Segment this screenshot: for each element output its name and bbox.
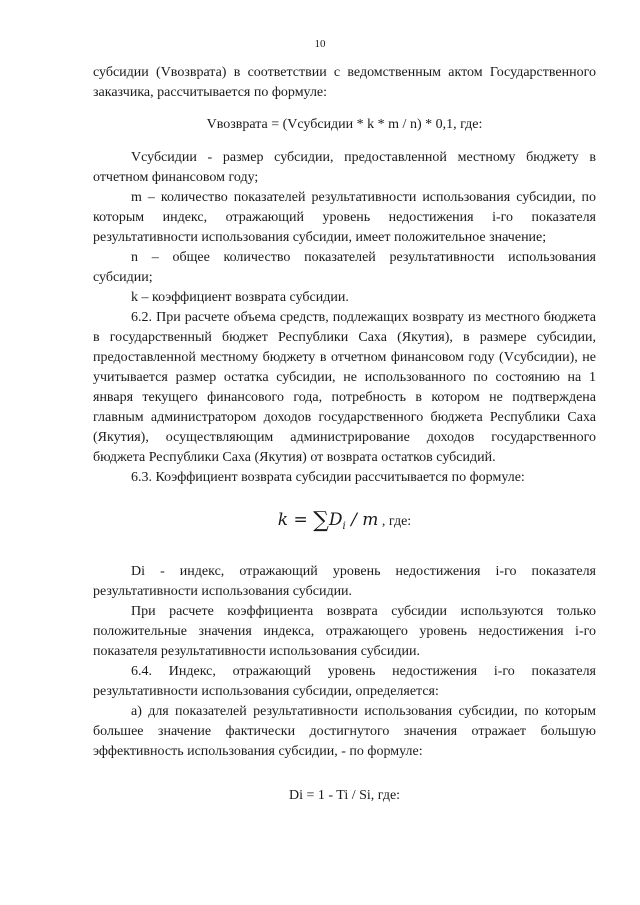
formula-m: m — [362, 510, 379, 530]
definition-m: m – количество показателей результативности использования субсидии, по которым индекс, отражающий уровень недостижения i-го показателя результативности использования субсидии, имеет положительное значение; — [93, 190, 596, 245]
formula-d: D — [328, 510, 343, 530]
definition-vsubsidy: Vсубсидии - размер субсидии, предоставленной местному бюджету в отчетном финансовом году; — [93, 150, 596, 185]
sum-symbol: ∑ — [313, 508, 329, 533]
paragraph-6-4: 6.4. Индекс, отражающий уровень недостижения i-го показателя результативности использования субсидии, определяется: — [93, 664, 596, 699]
continuation-paragraph: субсидии (Vвозврата) в соответствии с ведомственным актом Государственного заказчика, рассчитывается по формуле: — [93, 65, 596, 100]
document-body — [93, 63, 596, 806]
formula-slash: / — [345, 510, 363, 530]
paragraph-6-3: 6.3. Коэффициент возврата субсидии рассчитывается по формуле: — [131, 470, 525, 485]
formula-k-symbol: k — [277, 510, 289, 530]
page-number: 10 — [314, 38, 326, 50]
formula-where: , где: — [378, 514, 412, 529]
formula-di: Di = 1 - Ti / Si, где: — [288, 788, 401, 803]
formula-subscript-i: i — [342, 520, 346, 532]
formula-vreturn: Vвозврата = (Vсубсидии * k * m / n) * 0,1, где: — [206, 117, 483, 132]
formula-equals: = — [288, 510, 314, 530]
paragraph-positive-values: При расчете коэффициента возврата субсидии используются только положительные значения индекса, отражающего уровень недостижения i-го показателя результативности использования субсидии. — [93, 604, 596, 659]
definition-n: n – общее количество показателей результативности использования субсидии; — [93, 250, 596, 285]
paragraph-a: а) для показателей результативности использования субсидии, по которым большее значение фактически достигнутого значения отражает большую эффективность использования субсидии, - по формуле: — [93, 704, 596, 759]
paragraph-6-2: 6.2. При расчете объема средств, подлежащих возврату из местного бюджета в государственный бюджет Республики Саха (Якутия), в размере субсидии, предоставленной местному бюджету в отчетном финансовом году (Vсубсидии), не учитывается размер остатка субсидии, не использованного по состоянию на 1 января текущего финансового года, потребность в котором не подтверждена главным администратором доходов государственного бюджета Республики Саха (Якутия), осуществляющим администрирование доходов государственного бюджета Республики Саха (Якутия) от возврата остатков субсидий. — [93, 310, 596, 465]
formula-k — [93, 499, 596, 539]
definition-di: Di - индекс, отражающий уровень недостижения i-го показателя результативности использования субсидии. — [93, 564, 596, 599]
definition-k: k – коэффициент возврата субсидии. — [131, 290, 349, 305]
